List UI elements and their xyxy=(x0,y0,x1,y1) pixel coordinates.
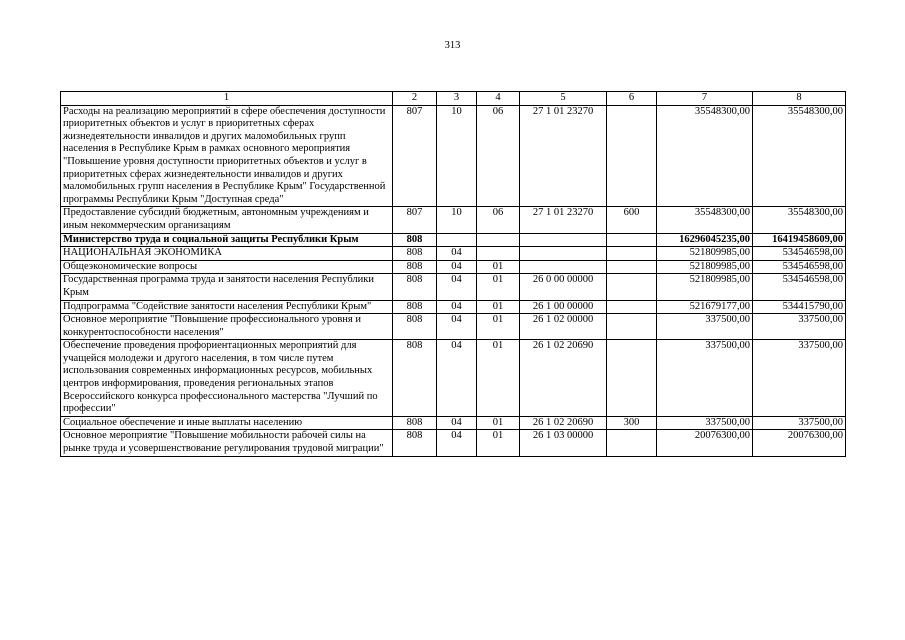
article-cell: 27 1 01 23270 xyxy=(520,105,607,207)
code-cell: 808 xyxy=(393,274,437,300)
article-cell: 26 1 02 20690 xyxy=(520,340,607,417)
expense-type-cell xyxy=(607,274,657,300)
table-row xyxy=(61,247,846,261)
table-row xyxy=(61,340,846,417)
section-cell: 04 xyxy=(437,340,477,417)
header-cell: 5 xyxy=(520,92,607,106)
subsection-cell: 06 xyxy=(477,207,520,233)
year1-amount-cell: 337500,00 xyxy=(657,416,753,430)
year2-amount-cell: 337500,00 xyxy=(753,416,846,430)
year1-amount-cell: 521809985,00 xyxy=(657,274,753,300)
name-cell: Расходы на реализацию мероприятий в сфере обеспечения доступности приоритетных объектов и услуг в приоритетных сферах жизнедеятельности инвалидов и других маломобильных групп населения в Республике Крым в рамках основного мероприятия "Повышение уровня доступности приоритетных объектов и услуг в приоритетных сферах жизнедеятельности инвалидов и других маломобильных групп населения в Республике Крым" Государственной программы Республики Крым "Доступная среда" xyxy=(61,105,393,207)
year1-amount-cell: 16296045235,00 xyxy=(657,233,753,247)
year1-amount-cell: 337500,00 xyxy=(657,340,753,417)
table-row xyxy=(61,314,846,340)
subsection-cell: 06 xyxy=(477,105,520,207)
expense-type-cell xyxy=(607,260,657,274)
expense-type-cell: 600 xyxy=(607,207,657,233)
section-cell: 04 xyxy=(437,247,477,261)
table-row xyxy=(61,300,846,314)
section-cell: 04 xyxy=(437,430,477,456)
subsection-cell: 01 xyxy=(477,300,520,314)
header-cell: 4 xyxy=(477,92,520,106)
header-cell: 8 xyxy=(753,92,846,106)
code-cell: 807 xyxy=(393,105,437,207)
name-cell: Предоставление субсидий бюджетным, автономным учреждениям и иным некоммерческим организациям xyxy=(61,207,393,233)
year2-amount-cell: 35548300,00 xyxy=(753,207,846,233)
header-row xyxy=(61,92,846,106)
section-cell xyxy=(437,233,477,247)
section-cell: 04 xyxy=(437,260,477,274)
header-cell: 3 xyxy=(437,92,477,106)
article-cell: 26 1 03 00000 xyxy=(520,430,607,456)
table-row xyxy=(61,430,846,456)
subsection-cell: 01 xyxy=(477,430,520,456)
name-cell: Социальное обеспечение и иные выплаты населению xyxy=(61,416,393,430)
page-number: 313 xyxy=(444,40,461,51)
subsection-cell: 01 xyxy=(477,274,520,300)
article-cell: 26 0 00 00000 xyxy=(520,274,607,300)
year2-amount-cell: 534415790,00 xyxy=(753,300,846,314)
code-cell: 808 xyxy=(393,340,437,417)
year1-amount-cell: 20076300,00 xyxy=(657,430,753,456)
section-cell: 10 xyxy=(437,105,477,207)
subsection-cell: 01 xyxy=(477,314,520,340)
year1-amount-cell: 521809985,00 xyxy=(657,260,753,274)
name-cell: Министерство труда и социальной защиты Республики Крым xyxy=(61,233,393,247)
year2-amount-cell: 35548300,00 xyxy=(753,105,846,207)
name-cell: Обеспечение проведения профориентационных мероприятий для учащейся молодежи и другого населения, в том числе путем использования современных информационных ресурсов, мобильных центров информирования, проведения региональных этапов Всероссийского конкурса профессионального мастерства "Лучший по профессии" xyxy=(61,340,393,417)
table-row xyxy=(61,207,846,233)
table-row xyxy=(61,260,846,274)
table-body xyxy=(61,105,846,456)
year2-amount-cell: 337500,00 xyxy=(753,340,846,417)
expense-type-cell: 300 xyxy=(607,416,657,430)
year2-amount-cell: 534546598,00 xyxy=(753,260,846,274)
article-cell: 26 1 00 00000 xyxy=(520,300,607,314)
article-cell: 26 1 02 00000 xyxy=(520,314,607,340)
name-cell: НАЦИОНАЛЬНАЯ ЭКОНОМИКА xyxy=(61,247,393,261)
table-row xyxy=(61,233,846,247)
year1-amount-cell: 521679177,00 xyxy=(657,300,753,314)
year1-amount-cell: 35548300,00 xyxy=(657,105,753,207)
year2-amount-cell: 534546598,00 xyxy=(753,247,846,261)
header-cell: 6 xyxy=(607,92,657,106)
year2-amount-cell: 337500,00 xyxy=(753,314,846,340)
article-cell xyxy=(520,233,607,247)
section-cell: 04 xyxy=(437,300,477,314)
code-cell: 808 xyxy=(393,416,437,430)
name-cell: Основное мероприятие "Повышение профессионального уровня и конкурентоспособности населения" xyxy=(61,314,393,340)
code-cell: 808 xyxy=(393,233,437,247)
subsection-cell: 01 xyxy=(477,340,520,417)
expense-type-cell xyxy=(607,430,657,456)
year1-amount-cell: 337500,00 xyxy=(657,314,753,340)
name-cell: Основное мероприятие "Повышение мобильности рабочей силы на рынке труда и усовершенствование регулирования трудовой миграции" xyxy=(61,430,393,456)
year1-amount-cell: 35548300,00 xyxy=(657,207,753,233)
code-cell: 808 xyxy=(393,430,437,456)
section-cell: 04 xyxy=(437,274,477,300)
code-cell: 808 xyxy=(393,300,437,314)
subsection-cell: 01 xyxy=(477,260,520,274)
code-cell: 807 xyxy=(393,207,437,233)
budget-table xyxy=(60,91,846,457)
expense-type-cell xyxy=(607,233,657,247)
name-cell: Общеэкономические вопросы xyxy=(61,260,393,274)
article-cell: 27 1 01 23270 xyxy=(520,207,607,233)
year2-amount-cell: 16419458609,00 xyxy=(753,233,846,247)
expense-type-cell xyxy=(607,247,657,261)
expense-type-cell xyxy=(607,300,657,314)
header-cell: 1 xyxy=(61,92,393,106)
code-cell: 808 xyxy=(393,260,437,274)
header-cell: 7 xyxy=(657,92,753,106)
name-cell: Государственная программа труда и занятости населения Республики Крым xyxy=(61,274,393,300)
table-row xyxy=(61,416,846,430)
subsection-cell xyxy=(477,247,520,261)
expense-type-cell xyxy=(607,314,657,340)
article-cell: 26 1 02 20690 xyxy=(520,416,607,430)
year2-amount-cell: 534546598,00 xyxy=(753,274,846,300)
subsection-cell: 01 xyxy=(477,416,520,430)
header-cell: 2 xyxy=(393,92,437,106)
section-cell: 04 xyxy=(437,416,477,430)
year2-amount-cell: 20076300,00 xyxy=(753,430,846,456)
name-cell: Подпрограмма "Содействие занятости населения Республики Крым" xyxy=(61,300,393,314)
section-cell: 04 xyxy=(437,314,477,340)
code-cell: 808 xyxy=(393,314,437,340)
expense-type-cell xyxy=(607,340,657,417)
subsection-cell xyxy=(477,233,520,247)
expense-type-cell xyxy=(607,105,657,207)
article-cell xyxy=(520,247,607,261)
code-cell: 808 xyxy=(393,247,437,261)
table-row xyxy=(61,105,846,207)
article-cell xyxy=(520,260,607,274)
section-cell: 10 xyxy=(437,207,477,233)
table-row xyxy=(61,274,846,300)
year1-amount-cell: 521809985,00 xyxy=(657,247,753,261)
